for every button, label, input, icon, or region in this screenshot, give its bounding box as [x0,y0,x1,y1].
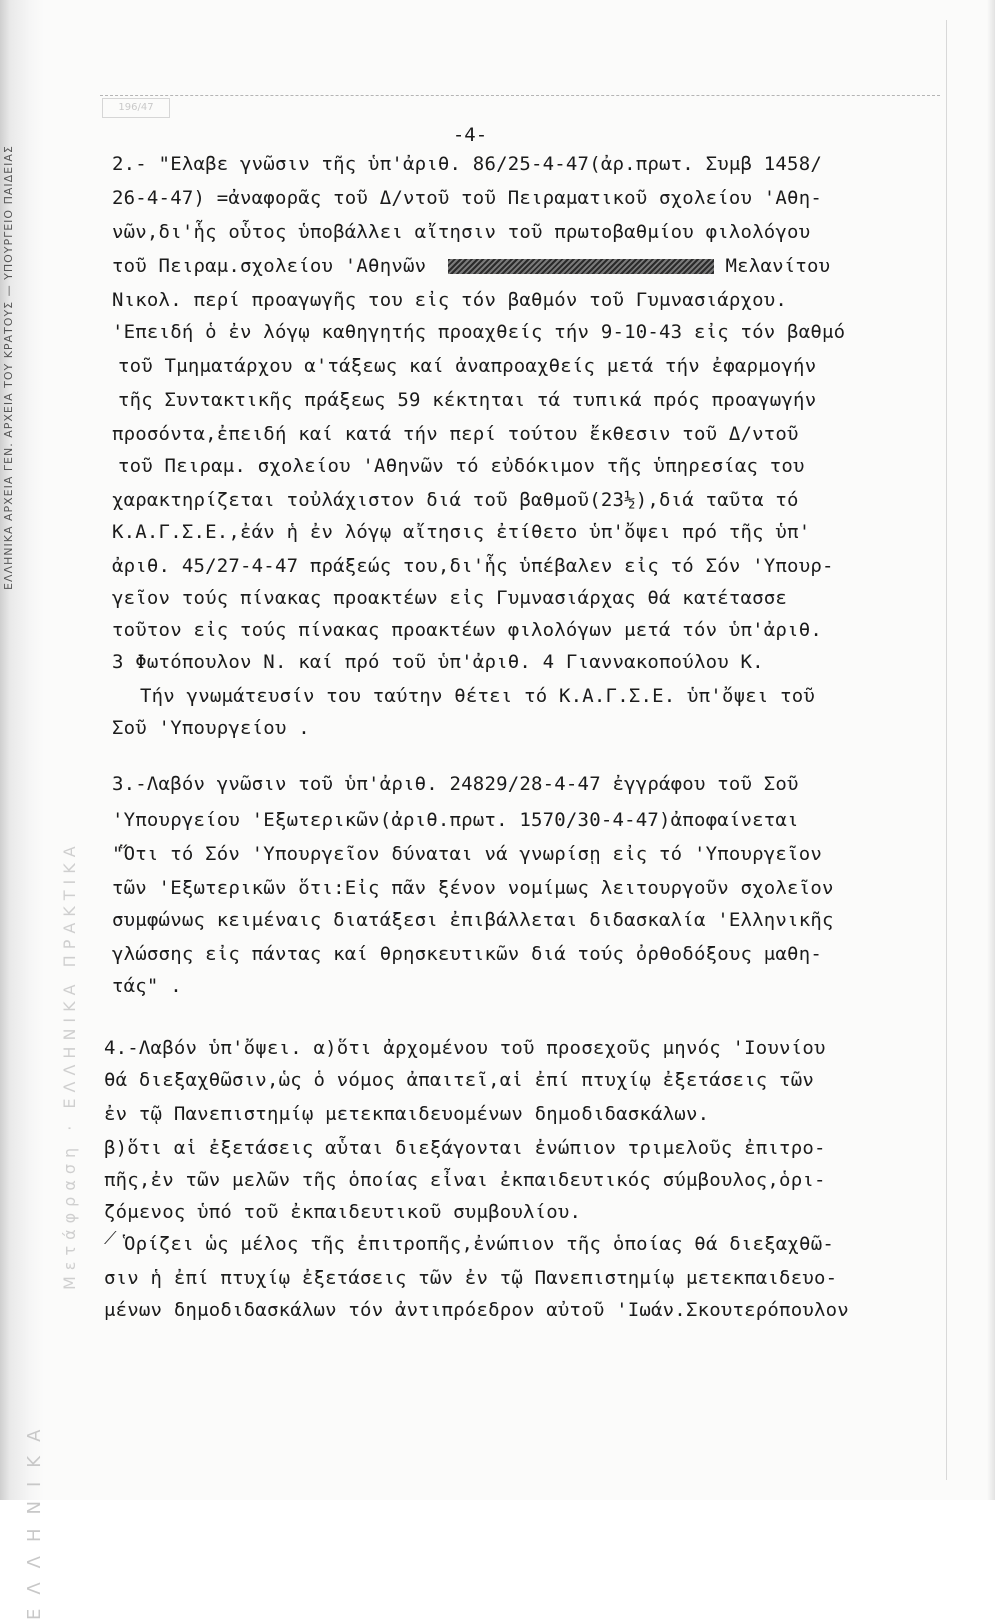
text-line: χαρακτηρίζεται τοὐλάχιστον διά τοῦ βαθμοῦ(23½),διά ταῦτα τό [112,489,799,511]
text-line: 26-4-47) =ἀναφορᾶς τοῦ Δ/ντοῦ τοῦ Πειραματικοῦ σχολείου 'Αθη- [112,187,822,209]
text-segment: Μελανίτου [725,255,831,277]
header-rule [100,95,940,97]
text-line: μένων δημοδιδασκάλων τόν ἀντιπρόεδρον αὐτοῦ 'Ιωάν.Σκουτερόπουλον [104,1299,849,1321]
text-line: Σοῦ 'Υπουργείου . [112,717,310,739]
faint-stamp: 196/47 [102,98,170,118]
text-line: πῆς,ἐν τῶν μελῶν τῆς ὁποίας εἶναι ἐκπαιδευτικός σύμβουλος,ὁρι- [104,1169,826,1191]
right-margin-rule [946,20,947,1480]
text-line: γλώσσης εἰς πάντας καί θρησκευτικῶν διά τούς ὀρθοδόξους μαθη- [112,943,822,965]
bleed-through-text-2: ΕΛΛΗΝΙΚΑ [24,1415,45,1620]
text-line: σιν ἡ ἐπί πτυχίῳ ἐξετάσεις τῶν ἐν τῷ Πανεπιστημίῳ μετεκπαιδευο- [104,1267,838,1289]
text-line: προσόντα,ἐπειδή καί κατά τήν περί τούτου ἔκθεσιν τοῦ Δ/ντοῦ [112,423,799,445]
text-line: ἐν τῷ Πανεπιστημίῳ μετεκπαιδευομένων δημοδιδασκάλων. [104,1103,710,1125]
text-line: 3 Φωτόπουλον Ν. καί πρό τοῦ ὑπ'ἀριθ. 4 Γιαννακοπούλου Κ. [112,651,764,673]
bleed-through-text: Μετάφραση · ΕΛΛΗΝΙΚΑ ΠΡΑΚΤΙΚΑ [60,840,79,1290]
text-line: Κ.Α.Γ.Σ.Ε.,ἐάν ἡ ἐν λόγῳ αἴτησις ἐτίθετο ὑπ'ὄψει πρό τῆς ὑπ' [112,521,811,543]
text-line: τοῦτον εἰς τούς πίνακας προακτέων φιλολόγων μετά τόν ὑπ'ἀριθ. [112,619,822,641]
text-line: 4.-Λαβόν ὑπ'ὄψει. α)ὅτι ἀρχομένου τοῦ προσεχοῦς μηνός 'Ιουνίου [104,1037,826,1059]
text-line: Ὁρίζει ὡς μέλος τῆς ἐπιτροπῆς,ἐνώπιον τῆς ὁποίας θά διεξαχθῶ- [124,1233,834,1255]
text-line: β)ὅτι αἱ ἐξετάσεις αὗται διεξάγονται ἐνώπιον τριμελοῦς ἐπιτρο- [104,1137,826,1159]
text-line: 'Επειδή ὁ ἐν λόγῳ καθηγητής προαχθείς τήν 9-10-43 εἰς τόν βαθμό [112,321,846,343]
text-line: γεῖον τούς πίνακας προακτέων εἰς Γυμνασιάρχας θά κατέτασσε [112,587,788,609]
text-line: τάς" . [112,975,182,997]
binding-stamp-text: ΕΛΛΗΝΙΚΑ ΑΡΧΕΙΑ ΓΕΝ. ΑΡΧΕΙΑ ΤΟΥ ΚΡΑΤΟΥΣ — ΥΠΟΥΡΓΕΙΟ ΠΑΙΔΕΙΑΣ [2,145,15,590]
text-line: 'Υπουργείου 'Εξωτερικῶν(ἀριθ.πρωτ. 1570/30-4-47)ἀποφαίνεται [112,809,799,831]
text-line: 2.- "Ελαβε γνῶσιν τῆς ὑπ'ἀριθ. 86/25-4-47(ἀρ.πρωτ. Συμβ 1458/ [112,153,822,175]
text-line: 3.-Λαβόν γνῶσιν τοῦ ὑπ'ἀριθ. 24829/28-4-47 ἐγγράφου τοῦ Σοῦ [112,773,799,795]
text-line: τοῦ Πειραμ. σχολείου 'Αθηνῶν τό εὐδόκιμον τῆς ὑπηρεσίας του [118,455,805,477]
text-line: νῶν,δι'ἧς οὗτος ὑποβάλλει αἴτησιν τοῦ πρωτοβαθμίου φιλολόγου [112,221,811,243]
text-line: ζόμενος ὑπό τοῦ ἐκπαιδευτικοῦ συμβουλίου. [104,1201,582,1223]
text-line: θά διεξαχθῶσιν,ὡς ὁ νόμος ἀπαιτεῖ,αἱ ἐπί πτυχίῳ ἐξετάσεις τῶν [104,1069,814,1091]
text-line: ἀριθ. 45/27-4-47 πράξεώς του,δι'ἧς ὑπέβαλεν εἰς τό Σόν 'Υπουρ- [112,555,834,577]
text-line: τῶν 'Εξωτερικῶν ὅτι:Εἰς πᾶν ξένον νομίμως λειτουργοῦν σχολεῖον [112,877,834,899]
text-line: τοῦ Τμηματάρχου α'τάξεως καί ἀναπροαχθείς μετά τήν ἐφαρμογήν [118,355,817,377]
text-line: συμφώνως κειμέναις διατάξεσι ἐπιβάλλεται διδασκαλία 'Ελληνικῆς [112,909,834,931]
text-line: τῆς Συντακτικῆς πράξεως 59 κέκτηται τά τυπικά πρός προαγωγήν [118,389,817,411]
margin-pen-mark-icon: ⟋ [104,1228,117,1249]
text-line: "Ὅτι τό Σόν 'Υπουργεῖον δύναται νά γνωρίσῃ εἰς τό 'Υπουργεῖον [112,843,822,865]
text-line [112,252,830,282]
struck-out-text [448,259,714,274]
right-page-edge [987,0,995,1500]
text-segment: τοῦ Πειραμ.σχολείου 'Αθηνῶν [112,255,427,277]
page-number: -4- [452,124,488,146]
text-line: Νικολ. περί προαγωγῆς του εἰς τόν βαθμόν τοῦ Γυμνασιάρχου. [112,289,788,311]
text-line: Τήν γνωμάτευσίν του ταύτην θέτει τό Κ.Α.Γ.Σ.Ε. ὑπ'ὄψει τοῦ [140,685,816,707]
